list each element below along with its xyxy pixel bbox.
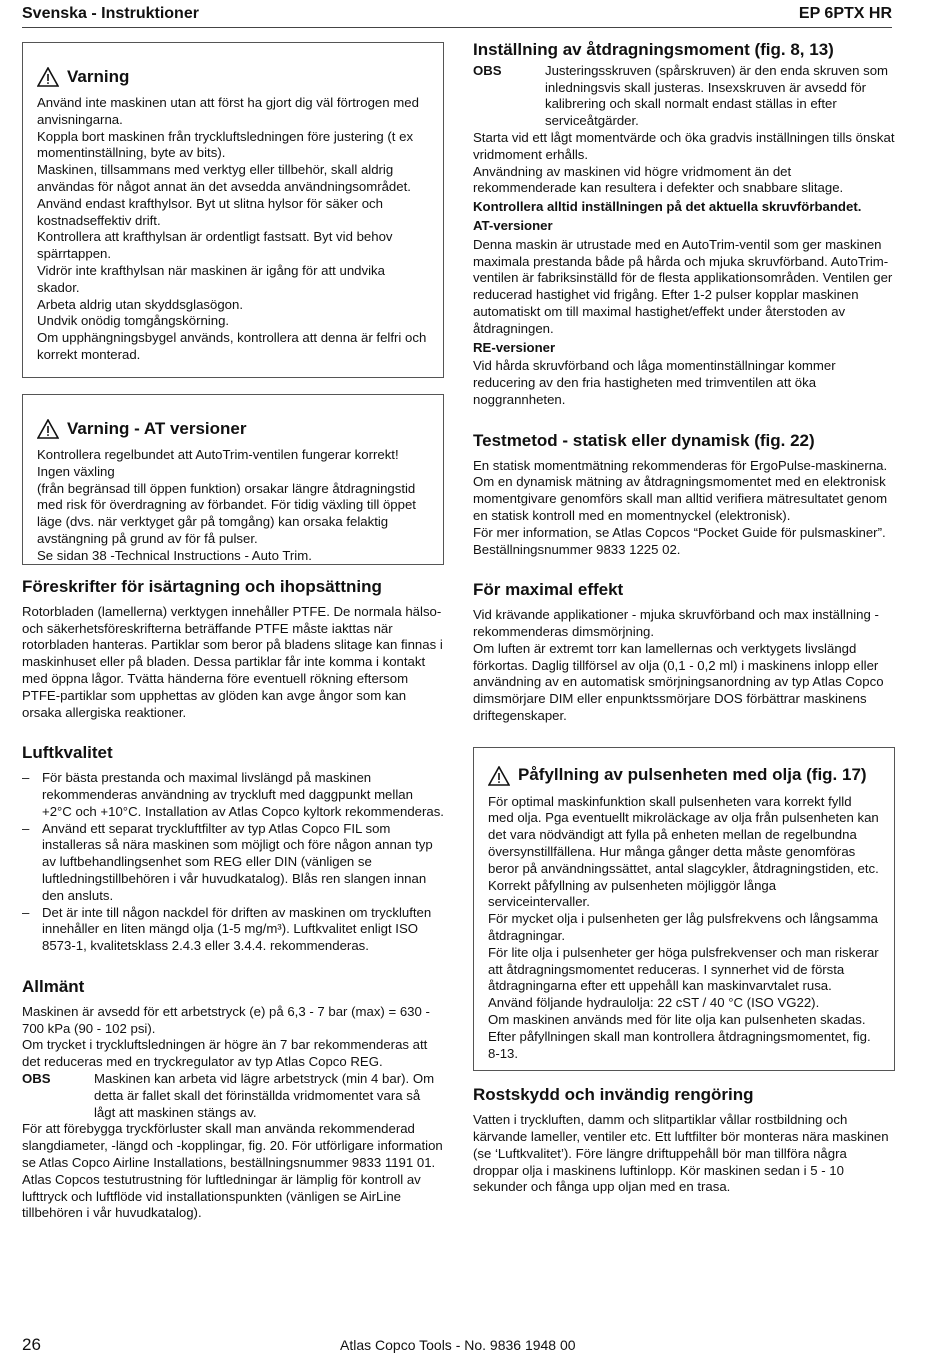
- warning-line: Använd inte maskinen utan att först ha gjort dig väl förtrogen med anvisningarna.: [37, 95, 419, 127]
- obs-note: OBS Maskinen kan arbeta vid lägre arbetstryck (min 4 bar). Om detta är fallet skall det förinställda vridmomentet vara så lågt att maskinen stängs av.: [22, 1070, 435, 1120]
- pafyllning-title: Påfyllning av pulsenheten med olja (fig. 17): [488, 766, 880, 786]
- page-header: [22, 5, 892, 28]
- installning-p1: Starta vid ett lågt momentvärde och öka gradvis inställningen tills önskat vridmoment erhålls.: [473, 129, 895, 162]
- allmant-p4: Atlas Copcos testutrustning för luftledningar är lämplig för kontroll av lufttryck och luftflöde vid installationspunkten (vänligen se AirLine tillbehören i vår huvudkatalog).: [22, 1171, 421, 1221]
- warning-line: Arbeta aldrig utan skyddsglasögon.: [37, 296, 244, 312]
- rostskydd-text: Vatten i tryckluften, damm och slitpartiklar vållar rostbildning och kärvande lameller, ventiler etc. Ett luftfilter bör monteras nära maskinen (se ‘Luftkvalitet’). Före längre driftuppehåll bör man tillföra några droppar olja i maskinens luftinlopp. Kör maskinen sedan i 5 - 10 sekunder och fånga upp oljan med en trasa.: [473, 1112, 889, 1195]
- warning-at-line: Ingen växling: [37, 463, 115, 479]
- warning-at-box: [22, 394, 444, 565]
- left-column: [22, 42, 444, 1222]
- warning-icon: [37, 419, 59, 439]
- maxeffekt-p1: Vid krävande applikationer - mjuka skruvförband och max inställning - rekommenderas dimsmörjning.: [473, 607, 879, 639]
- section-title-foreskrifter: Föreskrifter för isärtagning och ihopsättning: [22, 577, 382, 596]
- testmetod-p3: För mer information, se Atlas Copcos “Pocket Guide för pulsmaskiner”. Beställningsnummer 9833 1225 02.: [473, 524, 886, 557]
- foreskrifter-text: Rotorbladen (lamellerna) verktygen innehåller PTFE. De normala hälso- och säkerhetsföreskrifterna beträffande PTFE måste iakttas när rotorbladen hanteras. Partiklar som beror på bladens slitage kan finnas i maskinhuset eller på bladen. Dessa partiklar får inte komma i kontakt med öppna lågor. Tvätta händerna före eventuell rökning eftersom PTFE-partiklar som upphettas av glöden kan avge ångor som kan orsaka allergiska reaktioner.: [22, 603, 443, 720]
- warning-box: [22, 42, 444, 378]
- installning-p2: Användning av maskinen vid högre vridmoment än det rekommenderade kan resultera i defekter och snabbare slitage.: [473, 163, 844, 196]
- warning-line: Använd endast krafthylsor. Byt ut slitna hylsor för säker och kostnadseffektiv drift.: [37, 195, 383, 228]
- section-title-luftkvalitet: Luftkvalitet: [22, 743, 113, 763]
- list-item: – För bästa prestanda och maximal livslängd på maskinen rekommenderas användning av tryckluft med daggpunkt mellan +2°C och +10°C. Installation av Atlas Copco kyltork rekommenderas.: [22, 770, 444, 819]
- warning-at-title: Varning - AT versioner: [37, 419, 429, 439]
- pafyllning-p5: Om maskinen används med för lite olja kan pulsenheten skadas. Efter påfyllningen skall man kontrollera åtdragningsmomentet, fig. 8-13.: [488, 1012, 871, 1061]
- re-text: Vid hårda skruvförband och låga momentinställningar kommer reducering av den fria hastigheten med trimventilen att öka noggrannheten.: [473, 358, 836, 407]
- maxeffekt-p2: Om luften är extremt torr kan lamellernas och verktygets livslängd förkortas. Daglig tillförsel av olja (0,1 - 0,2 ml) i maskinens inlopp eller användning av en automatisk smörjningsanordning av typ Atlas Copco dimsmörjare DIM eller enpunktssmörjare DOS förbättrar maskinens driftegenskaper.: [473, 640, 884, 723]
- warning-at-line: Kontrollera regelbundet att AutoTrim-ventilen fungerar korrekt!: [37, 447, 399, 462]
- section-title-testmetod: Testmetod - statisk eller dynamisk (fig. 22): [473, 430, 815, 450]
- allmant-p1: Maskinen är avsedd för ett arbetstryck (e) på 6,3 - 7 bar (max) = 630 - 700 kPa (90 - 102 psi).: [22, 1003, 430, 1036]
- at-text: Denna maskin är utrustade med en AutoTrim-ventil som ger maskinen maximala prestanda både på hårda och mjuka skruvförband. AutoTrim-ventilen är fabriksinställd för de flesta applikationsområden. Ventilen ger reducerad hastighet vid frigång. Efter 1-2 pulser kopplar maskinen automatiskt om till maximal hastighet/effekt under återstoden av åtdragningen.: [473, 236, 893, 336]
- pafyllning-p1: För optimal maskinfunktion skall pulsenheten vara korrekt fylld med olja. Pga eventuellt mikroläckage av olja från pulsenheten kan det vara nödvändigt att fylla på enheten mellan de regelbundna översynstillfällena. Hur många gånger detta måste genomföras beror på användningssättet, antal slagcykler, åtdragningstiden, etc. Korrekt påfyllning av pulsenheten möjliggör långa serviceintervaller.: [488, 793, 879, 910]
- section-title-allmant: Allmänt: [22, 976, 85, 996]
- warning-at-line: Se sidan 38 -Technical Instructions - Auto Trim.: [37, 547, 312, 563]
- pafyllning-p3: För lite olja i pulsenheter ger höga pulsfrekvenser och man riskerar att åtdragningsmomentet reduceras. I synnerhet vid de första åtdragningarna efter ett uppehåll kan maskinvarvtalet rusa.: [488, 944, 879, 994]
- warning-at-line: (från begränsad till öppen funktion) orsakar längre åtdragningstid med risk för överdragning av förbandet. För tidig växling till öppet läge (dvs. när verktyget går på tomgång) kan orsaka felaktig avstängning på grund av för få pulser.: [37, 480, 416, 546]
- document-number: Atlas Copco Tools - No. 9836 1948 00: [340, 1337, 576, 1353]
- warning-title: Varning: [37, 67, 429, 87]
- warning-line: Om upphängningsbygel används, kontrollera att denna är felfri och korrekt monterad.: [37, 330, 427, 362]
- header-right: EP 6PTX HR: [798, 5, 892, 22]
- list-item: – Använd ett separat tryckluftfilter av typ Atlas Copco FIL som installeras så nära maskinen som möjligt och före någon annan typ av luftbehandlingsenhet som REG eller DIN (vänligen se luftledningstillbehören i vår huvudkatalog). Blås ren slangen innan den ansluts.: [22, 820, 433, 903]
- list-item: – Det är inte till någon nackdel för driften av maskinen om tryckluften innehåller en liten mängd olja (1-5 mg/m³). Luftkvalitet enligt ISO 8573-1, kvalitetsklass 2.4.3 eller 3.4.4. rekommenderas.: [22, 904, 432, 954]
- installning-note: Kontrollera alltid inställningen på det aktuella skruvförbandet.: [473, 199, 862, 215]
- warning-line: Undvik onödig tomgångskörning.: [37, 313, 230, 329]
- pafyllning-p2: För mycket olja i pulsenheten ger låg pulsfrekvens och långsamma åtdragningar.: [488, 911, 878, 944]
- re-title: RE-versioner: [473, 339, 556, 355]
- at-title: AT-versioner: [473, 217, 553, 233]
- page-number: 26: [22, 1335, 41, 1354]
- warning-line: Vidrör inte krafthylsan när maskinen är igång för att undvika skador.: [37, 262, 385, 295]
- section-title-installning: Inställning av åtdragningsmoment (fig. 8, 13): [473, 40, 834, 59]
- warning-line: Koppla bort maskinen från tryckluftsledningen före justering (t ex momentinställning, byte av bits).: [37, 128, 414, 161]
- pafyllning-p4: Använd följande hydraulolja: 22 cST / 40 °C (ISO VG22).: [488, 995, 820, 1011]
- pafyllning-box: [473, 747, 895, 1072]
- warning-icon: [488, 766, 510, 786]
- right-column: [473, 42, 895, 1196]
- warning-line: Maskinen, tillsammans med verktyg eller tillbehör, skall aldrig användas för något annat än det avsedda användningsområdet.: [37, 162, 411, 194]
- testmetod-p1: En statisk momentmätning rekommenderas för ErgoPulse-maskinerna.: [473, 457, 888, 473]
- warning-icon: [37, 67, 59, 87]
- allmant-p3: För att förebygga tryckförluster skall man använda rekommenderad slangdiameter, -längd och -kopplingar, fig. 20. För utförligare information se Atlas Copco Airline Installations, beställningsnummer 9833 1191 01.: [22, 1121, 443, 1170]
- obs-note: OBS Justeringsskruven (spårskruven) är den enda skruven som inledningsvis skall justeras. Insexskruven är avsedd för kalibrering och skall normalt endast ställas in efter serviceåtgärder.: [473, 62, 889, 129]
- section-title-rostskydd: Rostskydd och invändig rengöring: [473, 1085, 754, 1105]
- section-title-maxeffekt: För maximal effekt: [473, 580, 624, 600]
- allmant-p2: Om trycket i tryckluftsledningen är högre än 7 bar rekommenderas att det reduceras med en tryckregulator av typ Atlas Copco REG.: [22, 1037, 428, 1070]
- warning-line: Kontrollera att krafthylsan är ordentligt fastsatt. Byt vid behov spärrtappen.: [37, 229, 393, 262]
- header-left: Svenska - Instruktioner: [22, 5, 199, 22]
- testmetod-p2: Om en dynamisk mätning av åtdragningsmomentet med en elektronisk momentgivare genomförs skall man alltid verifiera mätresultatet genom en statisk kontroll med en momentnyckel (elektronisk).: [473, 474, 888, 523]
